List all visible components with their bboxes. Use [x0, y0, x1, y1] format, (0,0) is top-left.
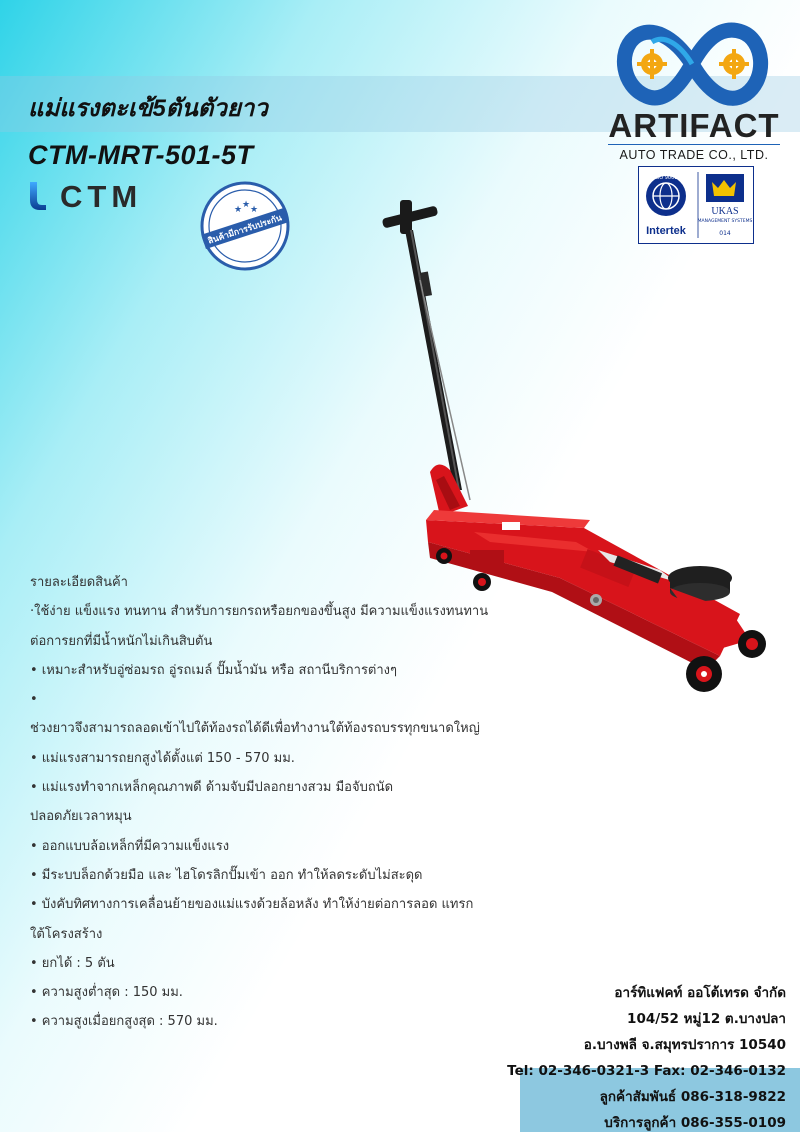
contact-address-2: อ.บางพลี จ.สมุทรปราการ 10540 [583, 1037, 786, 1053]
company-brand-name: ARTIFACT [608, 107, 780, 144]
contact-tel-fax: Tel: 02-346-0321-3 Fax: 02-346-0132 [507, 1063, 786, 1079]
details-line: • แม่แรงสามารถยกสูงได้ตั้งแต่ 150 - 570 มม. [30, 750, 295, 766]
details-line: ปลอดภัยเวลาหมุน [30, 809, 132, 825]
details-line: • แม่แรงทำจากเหล็กคุณภาพดี ด้ามจับมีปลอกยางสวม มือจับถนัด [30, 780, 394, 796]
details-line: • ออกแบบล้อเหล็กที่มีความแข็งแรง [30, 838, 230, 854]
warranty-seal [196, 180, 294, 272]
details-line: • มีระบบล็อกด้วยมือ และ ไฮโดรลิกปั๊มเข้า ออก ทำให้ลดระดับไม่สะดุด [30, 867, 423, 883]
details-line: ใต้โครงสร้าง [30, 926, 103, 942]
details-line: • ความสูงเมื่อยกสูงสุด : 570 มม. [30, 1014, 218, 1030]
details-line: ช่วงยาวจึงสามารถลอดเข้าไปใต้ท้องรถได้ดีเพื่อทำงานใต้ท้องรถบรรทุกขนาดใหญ่ [30, 721, 480, 737]
details-line: ·ใช้ง่าย แข็งแรง ทนทาน สำหรับการยกรถหรือยกของขึ้นสูง มีความแข็งแรงทนทาน [30, 604, 489, 620]
details-heading: รายละเอียดสินค้า [30, 575, 128, 590]
ukas-label: UKAS [711, 206, 739, 217]
contact-company: อาร์ทิแฟคท์ ออโต้เทรด จำกัด [614, 985, 786, 1001]
details-line: • ความสูงต่ำสุด : 150 มม. [30, 985, 183, 1001]
details-line: ต่อการยกที่มีน้ำหนักไม่เกินสิบตัน [30, 633, 213, 649]
details-line: • [30, 692, 38, 708]
contact-customer-relations: ลูกค้าสัมพันธ์ 086-318-9822 [599, 1089, 786, 1105]
details-line: • เหมาะสำหรับอู่ซ่อมรถ อู่รถเมล์ ปั๊มน้ำมัน หรือ สถานีบริการต่างๆ [30, 662, 398, 678]
contact-address-1: 104/52 หมู่12 ต.บางปลา [627, 1011, 786, 1027]
model-number: CTM-MRT-501-5T [28, 140, 254, 170]
details-line: • ยกได้ : 5 ตัน [30, 955, 115, 971]
contact-customer-service: บริการลูกค้า 086-355-0109 [604, 1115, 786, 1131]
company-brand-subtitle: AUTO TRADE CO., LTD. [608, 144, 780, 162]
svg-text:014: 014 [719, 230, 731, 237]
svg-text:★: ★ [234, 205, 243, 215]
product-details [30, 568, 530, 1037]
product-title: แม่แรงตะเข้5ตันตัวยาว [28, 95, 268, 122]
svg-text:★: ★ [242, 200, 251, 210]
ctm-logo [26, 178, 191, 212]
svg-text:MANAGEMENT SYSTEMS: MANAGEMENT SYSTEMS [697, 219, 753, 224]
seal-text: สินค้ามีการรับประกัน [206, 213, 284, 247]
ctm-logo-text: CTM [60, 179, 143, 212]
intertek-label: Intertek [646, 225, 686, 237]
contact-block [507, 980, 786, 1136]
svg-text:ISO 9001: ISO 9001 [654, 175, 678, 181]
details-line: • บังคับทิศทางการเคลื่อนย้ายของแม่แรงด้วยล้อหลัง ทำให้ง่ายต่อการลอด แทรก [30, 897, 474, 913]
svg-text:★: ★ [250, 205, 259, 215]
artifact-logo-icon [612, 16, 774, 112]
